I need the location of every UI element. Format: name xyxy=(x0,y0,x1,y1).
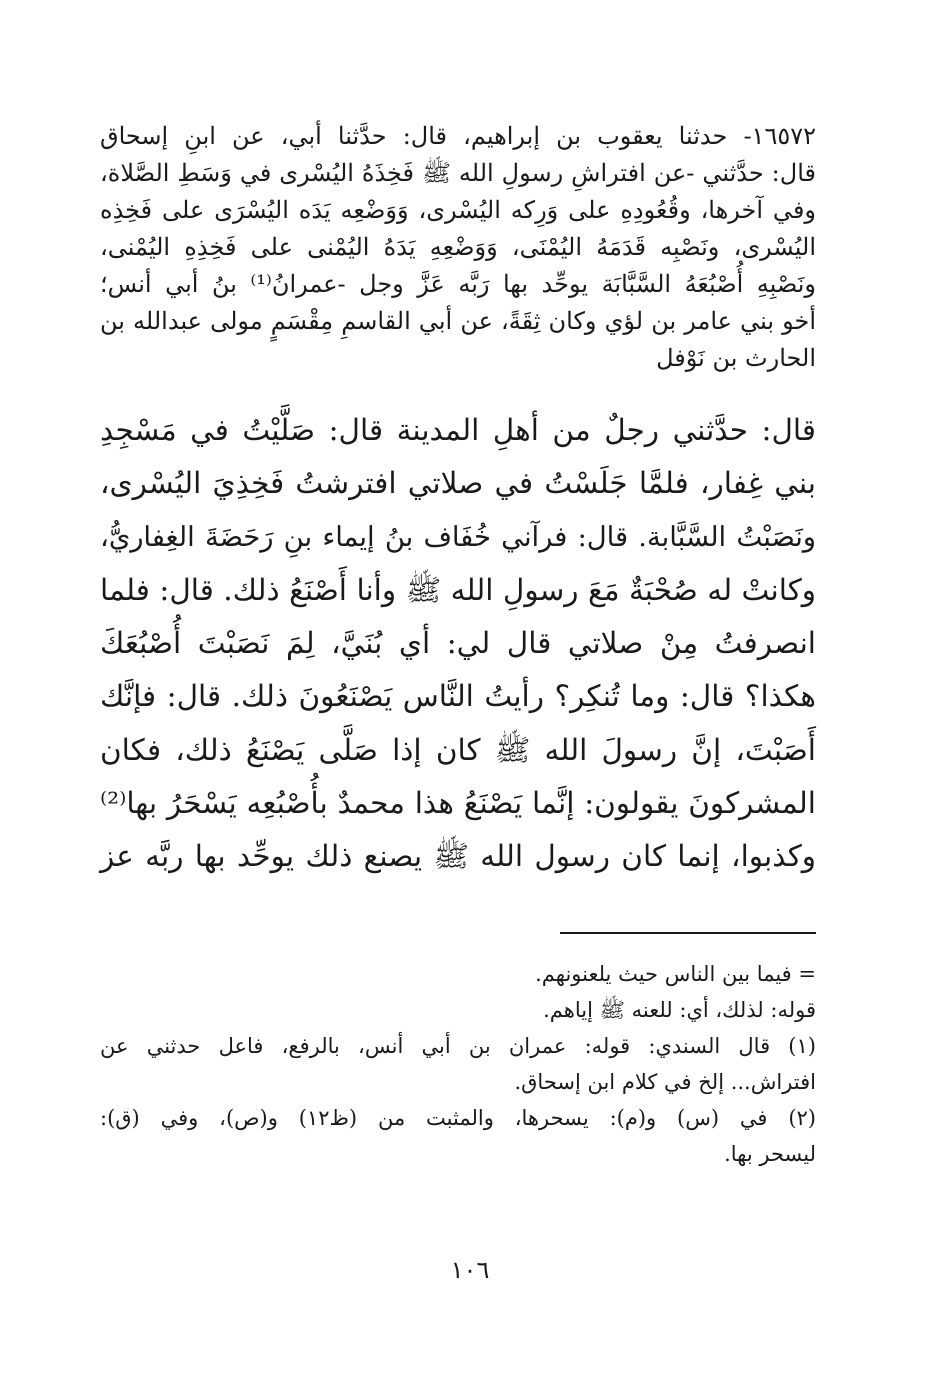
footnote-line: قوله: لذلك، أي: للعنه ﷺ إياهم. xyxy=(543,998,816,1022)
footnote-divider xyxy=(560,932,816,934)
narration-line: بني غِفار، فلمَّا جَلَسْتُ في صلاتي افترشتُ فَخِذِيَ اليُسْرى، xyxy=(100,466,816,501)
hadith-line: قال: حدَّثني -عن افتراشِ رسولِ الله ﷺ فَخِذَهُ اليُسْرى في وَسَطِ الصَّلاة، xyxy=(100,159,816,187)
narration-line: قال: حدَّثني رجلٌ من أهلِ المدينة قال: صَلَّيْتُ في مَسْجِدِ xyxy=(100,413,816,447)
footnote-line: ليسحر بها. xyxy=(724,1142,816,1166)
hadith-line: أخو بني عامر بن لؤي وكان ثِقَةً، عن أبي القاسمِ مِقْسَمٍ مولى عبدالله بن xyxy=(100,307,816,335)
narration-line: هكذا؟ قال: وما تُنكِر؟ رأيتُ النَّاس يَصْنَعُونَ ذلك. قال: فإنَّك xyxy=(100,679,816,714)
hadith-line: ١٦٥٧٢- حدثنا يعقوب بن إبراهيم، قال: حدَّثنا أبي، عن ابنِ إسحاق xyxy=(100,122,816,150)
hadith-line: وفي آخرها، وقُعُودِهِ على وَرِكه اليُسْرى، وَوَضْعِه يَدَه اليُسْرَى على فَخِذِه xyxy=(100,196,816,224)
narration-line: المشركونَ يقولون: إنَّما يَصْنَعُ هذا محمدٌ بأُصْبُعِه يَسْحَرُ بها⁽²⁾ xyxy=(100,786,816,821)
narration-line: ونَصَبْتُ السَّبَّابة. قال: فرآني خُفَاف بنُ إيماء بنِ رَحَضَةَ الغِفاريُّ، xyxy=(100,521,816,553)
hadith-line: ونَصْبِهِ أُصْبُعَهُ السَّبَّابَة يوحِّد بها رَبَّه عَزَّ وجل -عمرانُ⁽¹⁾ بنُ أبي أنس؛ xyxy=(100,270,816,298)
narration-text xyxy=(100,404,816,884)
page-number: ١٠٦ xyxy=(450,1256,490,1284)
hadith-text xyxy=(100,118,816,377)
footnote-line: (٢) في (س) و(م): يسحرها، والمثبت من (ظ١٢) و(ص)، وفي (ق): xyxy=(100,1106,816,1130)
narration-line: أَصَبْتَ، إنَّ رسولَ الله ﷺ كان إذا صَلَّى يَصْنَعُ ذلك، فكان xyxy=(100,732,816,767)
footnote-line: = فيما بين الناس حيث يلعنونهم. xyxy=(535,962,816,986)
hadith-line: الحارث بن نَوْفل xyxy=(656,344,816,372)
narration-line: انصرفتُ مِنْ صلاتي قال لي: أي بُنَيَّ، لِمَ نَصَبْتَ أُصْبُعَكَ xyxy=(100,626,816,661)
footnote-line: افتراش... إلخ في كلام ابن إسحاق. xyxy=(514,1070,816,1094)
footnote-line: (١) قال السندي: قوله: عمران بن أبي أنس، بالرفع، فاعل حدثني عن xyxy=(100,1034,816,1058)
footnotes xyxy=(100,956,816,1172)
narration-line: وكانتْ له صُحْبَةٌ مَعَ رسولِ الله ﷺ وأنا أَصْنَعُ ذلك. قال: فلما xyxy=(100,572,816,607)
narration-line: وكذبوا، إنما كان رسول الله ﷺ يصنع ذلك يوحِّد بها ربَّه عز xyxy=(100,839,816,874)
hadith-line: اليُسْرى، ونَصْبِه قَدَمَهُ اليُمْنَى، وَوَضْعِهِ يَدَهُ اليُمْنى على فَخِذِهِ اليُمْنى، xyxy=(100,233,816,261)
